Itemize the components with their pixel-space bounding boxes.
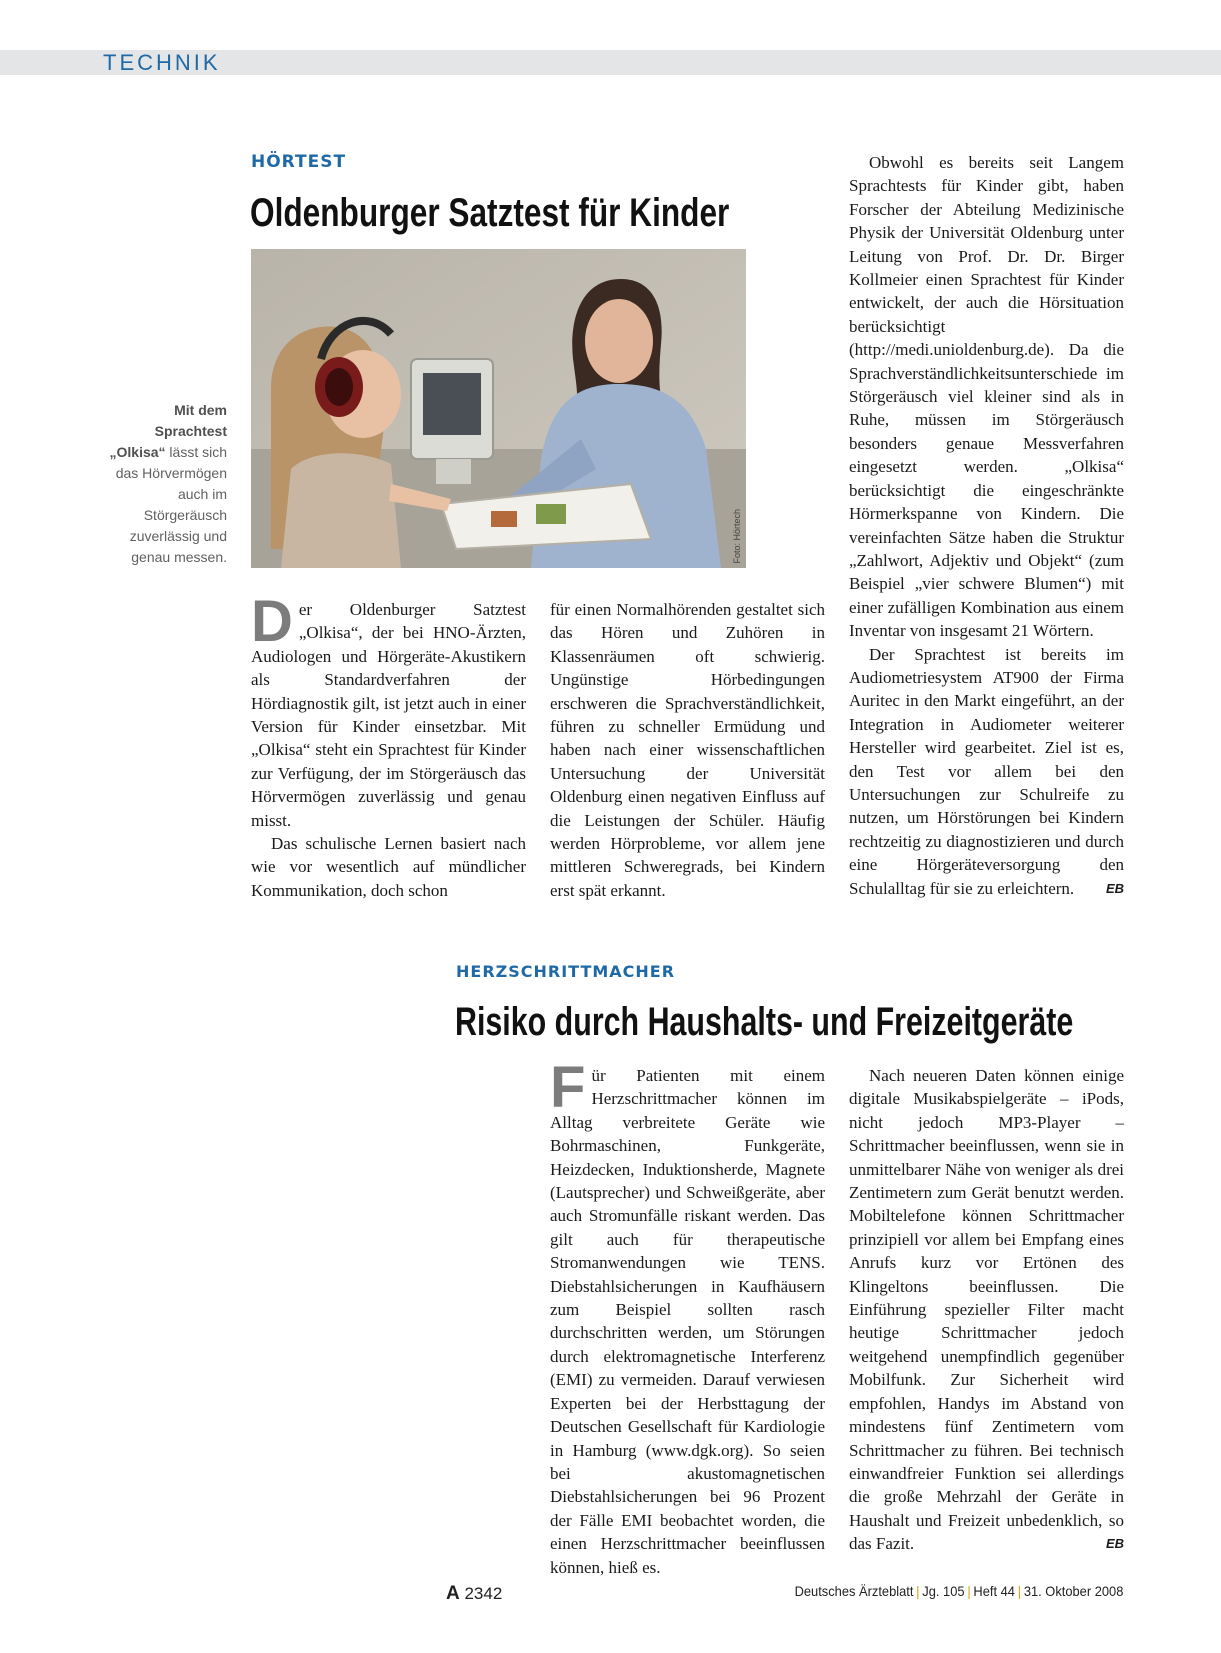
issue: Heft 44 bbox=[973, 1583, 1015, 1599]
dropcap: F bbox=[550, 1055, 586, 1120]
caption-text: lässt sich das Hörvermögen auch im Störgeräusch zuverlässig und genau messen. bbox=[115, 444, 227, 565]
article1-column-3 bbox=[849, 151, 1124, 900]
article2-signature: EB bbox=[1105, 1536, 1124, 1552]
article1-column-1 bbox=[251, 589, 526, 902]
section-label: TECHNIK bbox=[103, 50, 221, 75]
article-photo bbox=[251, 249, 746, 568]
article1-col3-para2: Der Sprachtest ist bereits im Audiometriesystem AT900 der Firma Auritec in den Markt eingeführt, an der Integration in Audiometer weiterer Hersteller wird gearbeitet. Ziel ist es, den Test vor allem bei den Untersuchungen zur Schulreife zu nutzen, um Hörstörungen bei Kindern rechtzeitig zu diagnostizieren und durch eine Hörgeräteversorgung den Schulalltag für sie zu erleichtern. bbox=[849, 644, 1124, 898]
article1-column-2 bbox=[550, 598, 825, 902]
article1-signature: EB bbox=[1105, 880, 1124, 896]
publication-info: Deutsches Ärzteblatt | Jg. 105 | Heft 44 | 31. Oktober 2008 bbox=[794, 1583, 1123, 1599]
photo-illustration bbox=[251, 249, 746, 568]
page-number bbox=[446, 1583, 502, 1605]
issue-date: 31. Oktober 2008 bbox=[1023, 1583, 1123, 1599]
caption-bold: Mit dem Sprachtest „Olkisa“ bbox=[109, 402, 227, 460]
article1-kicker: HÖRTEST bbox=[251, 152, 347, 172]
page-number-value: 2342 bbox=[464, 1584, 503, 1603]
article1-col2-para: für einen Normalhörenden gestaltet sich das Hören und Zuhören in Klassenräumen oft schwierig. Ungünstige Hörbedingungen erschweren die Sprachverständlichkeit, führen zu schneller Ermüdung und haben nach einer wissenschaftlichen Untersuchung der Universität Oldenburg einen negativen Einfluss auf die Leistungen der Schüler. Häufig werden Hörprobleme, vor allem jene mittleren Schweregrads, bei Kindern erst spät erkannt. bbox=[550, 600, 825, 900]
journal-name: Deutsches Ärzteblatt bbox=[794, 1583, 914, 1599]
page-prefix: A bbox=[446, 1583, 460, 1604]
photo-credit: Foto: Hörtech bbox=[732, 509, 742, 564]
article2-kicker: HERZSCHRITTMACHER bbox=[456, 962, 676, 981]
volume: Jg. 105 bbox=[921, 1583, 965, 1599]
article2-column-2 bbox=[849, 1064, 1124, 1556]
article2-headline: Risiko durch Haushalts- und Freizeitgeräte bbox=[455, 1000, 1074, 1044]
article1-col1-para1: er Oldenburger Satztest „Olkisa“, der bei HNO-Ärzten, Audiologen und Hörgeräte-Akustikern als Standardverfahren der Hördiagnostik gilt, ist jetzt auch in einer Version für Kinder einsetzbar. Mit „Olkisa“ steht ein Sprachtest für Kinder zur Verfügung, der im Störgeräusch das Hörvermögen zuverlässig und genau misst. bbox=[251, 600, 526, 830]
dropcap: D bbox=[251, 589, 293, 654]
photo-caption bbox=[100, 400, 227, 568]
article1-col3-para1: Obwohl es bereits seit Langem Sprachtests für Kinder gibt, haben Forscher der Abteilung Medizinische Physik der Universität Oldenburg unter Leitung von Prof. Dr. Dr. Birger Kollmeier einen Sprachtest für Kinder entwickelt, der auch die Hörsituation berücksichtigt (http://medi.unioldenburg.de). Da die Sprachverständlichkeitsunterschiede im Störgeräusch viel kleiner sind als in Ruhe, müssen im Störgeräusch besonders genaue Messverfahren eingesetzt werden. „Olkisa“ berücksichtigt die eingeschränkte Hörmerkspanne von Kindern. Die vereinfachten Sätze haben die Struktur „Zahlwort, Adjektiv und Objekt“ (zum Beispiel „vier schwere Blumen“) mit einer zufälligen Kombination aus einem Inventar von insgesamt 21 Wörtern. bbox=[849, 153, 1124, 641]
article1-headline: Oldenburger Satztest für Kinder bbox=[250, 191, 730, 235]
article2-col2-para: Nach neueren Daten können einige digitale Musikabspielgeräte – iPods, nicht jedoch MP3-Player – Schrittmacher beeinflussen, wenn sie in unmittelbarer Nähe von weniger als drei Zentimetern zum Gerät benutzt werden. Mobiltelefone können Schrittmacher prinzipiell vor allem bei Empfang eines Anrufs kurz vor Ertönen des Klingeltons beeinflussen. Die Einführung spezieller Filter macht heutige Schrittmacher jedoch weitgehend unempfindlich gegenüber Mobilfunk. Zur Sicherheit wird empfohlen, Handys im Abstand von mindestens fünf Zentimetern vom Schrittmacher zu führen. Bei technisch einwandfreier Funktion sei allerdings die große Mehrzahl der Geräte in Haushalt und Freizeit unbedenklich, so das Fazit. bbox=[849, 1066, 1124, 1554]
article2-column-1 bbox=[550, 1055, 825, 1579]
article1-col1-para2: Das schulische Lernen basiert nach wie vor wesentlich auf mündlicher Kommunikation, doch schon bbox=[251, 834, 526, 900]
article2-col1-para: ür Patienten mit einem Herzschrittmacher können im Alltag verbreitete Geräte wie Bohrmaschinen, Funkgeräte, Heizdecken, Induktionsherde, Magnete (Lautsprecher) und Schweißgeräte, aber auch Stromunfälle riskant werden. Das gilt auch für therapeutische Stromanwendungen wie TENS. Diebstahlsicherungen in Kaufhäusern zum Beispiel sollten rasch durchschritten werden, um Störungen durch elektromagnetische Interferenz (EMI) zu vermeiden. Darauf verwiesen Experten bei der Herbsttagung der Deutschen Gesellschaft für Kardiologie in Hamburg (www.dgk.org). So seien bei akustomagnetischen Diebstahlsicherungen bei 96 Prozent der Fälle EMI beobachtet worden, die einen Herzschrittmacher beeinflussen können, hieß es. bbox=[550, 1066, 825, 1577]
